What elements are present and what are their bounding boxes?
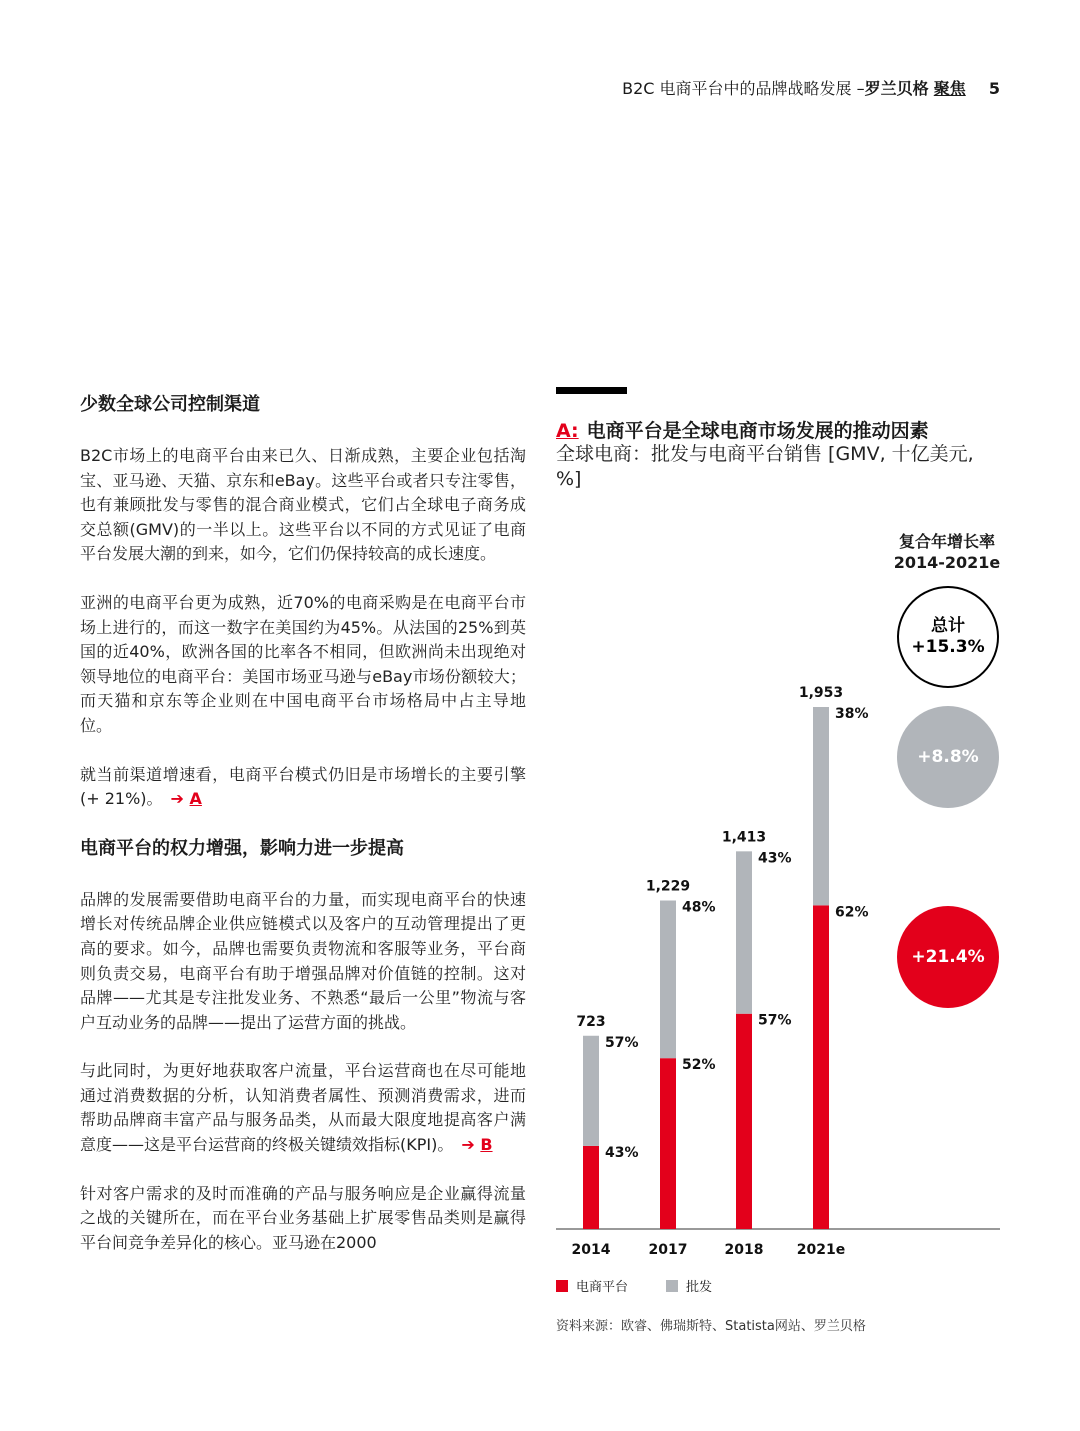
paragraph-1: B2C市场上的电商平台由来已久、日渐成熟，主要企业包括淘宝、亚马逊、天猫、京东和eBay。这些平台或者只专注零售，也有兼顾批发与零售的混合商业模式，它们占全球电子商务成交总额(GMV)的一半以上。这些平台以不同的方式见证了电商平台发展大潮的到来，如今，它们仍保持较高的成长速度。: [80, 446, 526, 564]
bar-wholesale-2018: [736, 851, 752, 1013]
cagr-total-value: +15.3%: [911, 637, 985, 657]
bar-marketplace-2021e: [813, 905, 829, 1229]
marketplace-share-label-2021e: 62%: [835, 904, 869, 921]
total-label-2017: 1,229: [645, 878, 691, 895]
legend-item-marketplace: [556, 1276, 628, 1295]
wholesale-share-label-2017: 48%: [682, 899, 716, 916]
category-label-2018: 2018: [724, 1242, 764, 1258]
bar-marketplace-2018: [736, 1014, 752, 1229]
section-heading-1: 少数全球公司控制渠道: [80, 394, 260, 415]
bar-wholesale-2014: [583, 1036, 599, 1146]
paragraph-2: 亚洲的电商平台更为成熟，近70%的电商采购是在电商平台市场上进行的，而这一数字在美国约为45%。从法国的25%到英国的近40%，欧洲各国的比率各不相同，但欧洲尚未出现绝对领导地位的电商平台：美国市场亚马逊与eBay市场份额较大；而天猫和京东等企业则在中国电商平台市场格局中占主导地位。: [80, 592, 526, 735]
bar-wholesale-2017: [660, 901, 676, 1059]
header-brand: 罗兰贝格: [864, 79, 929, 98]
category-label-2021e: 2021e: [796, 1242, 846, 1258]
marketplace-share-label-2014: 43%: [605, 1144, 639, 1161]
chart-b-reference-link[interactable]: ➔ B: [461, 1135, 493, 1155]
legend-item-wholesale: [666, 1276, 712, 1295]
chart-title: [556, 416, 929, 443]
paragraph-3: [80, 763, 526, 812]
page-number: 5: [988, 79, 1000, 98]
cagr-total-label: 总计: [930, 616, 965, 636]
chart-title-text: 电商平台是全球电商市场发展的推动因素: [586, 420, 929, 442]
paragraph-5: [80, 1059, 526, 1157]
paragraph-3-text: 就当前渠道增速看，电商平台模式仍旧是市场增长的主要引擎(+ 21%)。: [80, 764, 526, 809]
bar-wholesale-2021e: [813, 707, 829, 905]
ref-b-letter: B: [480, 1135, 493, 1155]
paragraph-4: 品牌的发展需要借助电商平台的力量，而实现电商平台的快速增长对传统品牌企业供应链模式以及客户的互动管理提出了更高的要求。如今，品牌也需要负责物流和客服等业务，平台商则负责交易，电商平台有助于增强品牌对价值链的控制。这对品牌——尤其是专注批发业务、不熟悉“最后一公里”物流与客户互动业务的品牌——提出了运营方面的挑战。: [80, 889, 526, 1032]
wholesale-share-label-2021e: 38%: [835, 706, 869, 722]
cagr-title: 复合年增长率: [898, 532, 995, 551]
paragraph-5-text: 与此同时，为更好地获取客户流量，平台运营商也在尽可能地通过消费数据的分析，认知消费者属性、预测消费需求，进而帮助品牌商丰富产品与服务品类，从而最大限度地提高客户满意度——这是平台运营商的终极关键绩效指标(KPI)。: [80, 1061, 526, 1155]
chart-legend: [556, 1276, 750, 1295]
cagr-heading: [880, 531, 1014, 573]
wholesale-share-label-2018: 43%: [758, 850, 792, 867]
cagr-wholesale-value: +8.8%: [917, 746, 979, 767]
section-heading-2: 电商平台的权力增强，影响力进一步提高: [80, 837, 404, 859]
cagr-period: 2014-2021e: [893, 553, 1001, 572]
total-label-2018: 1,413: [721, 829, 767, 846]
chart-a-reference-link[interactable]: ➔ A: [170, 789, 202, 809]
marketplace-share-label-2018: 57%: [758, 1012, 792, 1029]
category-label-2017: 2017: [648, 1242, 688, 1258]
article-column: [80, 392, 526, 1279]
bar-marketplace-2017: [660, 1058, 676, 1229]
header-title: B2C 电商平台中的品牌战略发展 –: [622, 79, 865, 98]
legend-swatch-wholesale: [666, 1280, 678, 1292]
legend-swatch-marketplace: [556, 1280, 568, 1292]
category-label-2014: 2014: [571, 1242, 611, 1258]
chart-subtitle: 全球电商：批发与电商平台销售 [GMV, 十亿美元, %]: [556, 443, 974, 490]
chart-accent-bar: [556, 387, 627, 394]
paragraph-6: 针对客户需求的及时而准确的产品与服务响应是企业赢得流量之战的关键所在，而在平台业务基础上扩展零售品类则是赢得平台间竞争差异化的核心。亚马逊在2000: [80, 1183, 526, 1252]
legend-label-wholesale: 批发: [686, 1280, 713, 1295]
chart-label: A:: [556, 420, 579, 442]
header-section: 聚焦: [933, 79, 966, 98]
marketplace-share-label-2017: 52%: [682, 1057, 716, 1074]
total-label-2021e: 1,953: [798, 685, 844, 701]
wholesale-share-label-2014: 57%: [605, 1034, 639, 1051]
chart-source: 资料来源：欧睿、佛瑞斯特、Statista网站、罗兰贝格: [556, 1319, 866, 1334]
ref-a-letter: A: [189, 789, 202, 809]
bar-marketplace-2014: [583, 1146, 599, 1229]
stacked-bar-chart: [540, 670, 1010, 1270]
total-label-2014: 723: [576, 1013, 606, 1030]
page-header: [622, 76, 1000, 99]
legend-label-marketplace: 电商平台: [576, 1280, 629, 1295]
cagr-marketplace-value: +21.4%: [911, 946, 985, 967]
